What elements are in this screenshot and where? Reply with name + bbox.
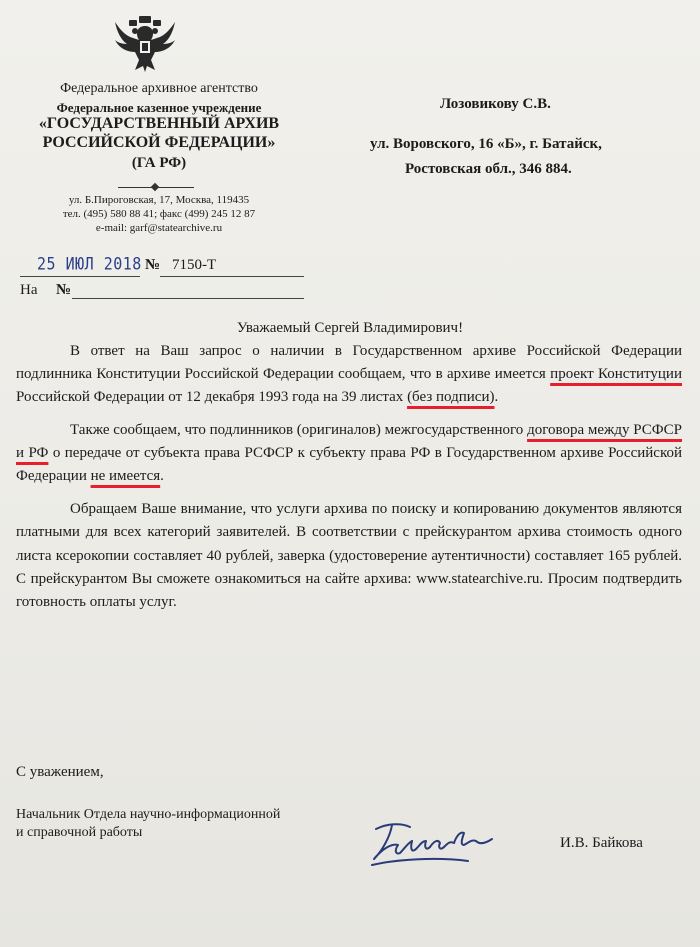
- archive-name-line2: РОССИЙСКОЙ ФЕДЕРАЦИИ»: [42, 134, 276, 151]
- reply-to-underline: [72, 298, 304, 299]
- signatory-name: И.В. Байкова: [560, 835, 643, 851]
- agency-name: Федеральное архивное агентство: [60, 81, 258, 96]
- signatory-title-line2: и справочной работы: [16, 825, 143, 840]
- reply-to-number-label: №: [56, 282, 72, 298]
- paragraph-2-text-c: .: [160, 468, 164, 485]
- signatory-title-line1: Начальник Отдела научно-информационной: [16, 807, 281, 822]
- handwritten-signature: [368, 815, 518, 871]
- highlight-no-signature: (без подписи): [407, 389, 495, 406]
- paragraph-1-text-c: .: [494, 389, 499, 406]
- archive-phone-fax: тел. (495) 580 88 41; факс (499) 245 12 87: [62, 208, 256, 220]
- paragraph-1-text-b: Российской Федерации от 12 декабря 1993 года на 39 листах: [16, 389, 408, 406]
- paragraph-2-text-b: о передаче от субъекта права РСФСР к субъекту права РФ в Государственном архиве Российской Федерации: [16, 444, 683, 485]
- paragraph-3: Обращаем Ваше внимание, что услуги архива по поиску и копированию документов являются платными для всех категорий заявителей. В соответствии с прейскурантом архива стоимость одного листа ксерокопии составляет 40 рублей, заверка (удостоверение аутентичности) составляет 165 рублей. С прейскурантом Вы сможете ознакомиться на сайте архива: www.statearchive.ru. Просим подтвердить готовность оплаты услуг.: [16, 501, 682, 611]
- letter-body: [16, 340, 682, 614]
- salutation: Уважаемый Сергей Владимирович!: [236, 320, 464, 336]
- archive-email: e-mail: garf@statearchive.ru: [95, 222, 223, 234]
- paragraph-1: [16, 340, 682, 410]
- highlight-not-available: не имеется: [90, 468, 161, 485]
- date-stamp: 25 ИЮЛ 2018: [37, 254, 142, 274]
- recipient-address-line1: ул. Воровского, 16 «Б», г. Батайск,: [370, 136, 602, 152]
- closing: С уважением,: [16, 764, 104, 780]
- paragraph-1-text-a: В ответ на Ваш запрос о наличии в Государственном архиве Российской Федерации подлинника Конституции Российской Федерации сообщаем, что в архиве имеется: [16, 343, 682, 383]
- header-divider-diamond: [151, 183, 159, 191]
- paragraph-2-text-a: Также сообщаем, что подлинников (оригиналов) межгосударственного: [70, 421, 528, 438]
- number-underline: [160, 276, 304, 277]
- outgoing-number-label: №: [145, 257, 161, 273]
- archive-name-line1: «ГОСУДАРСТВЕННЫЙ АРХИВ: [38, 115, 280, 132]
- archive-contacts: [14, 193, 304, 235]
- highlight-treaty: договора между РСФСР и РФ: [16, 421, 682, 461]
- recipient-address-line2: Ростовская обл., 346 884.: [405, 161, 572, 177]
- paragraph-2: [16, 419, 682, 489]
- archive-address: ул. Б.Пироговская, 17, Москва, 119435: [68, 194, 250, 206]
- highlight-draft-constitution: проект Конституции: [550, 366, 682, 383]
- recipient-name: Лозовикову С.В.: [440, 96, 551, 112]
- double-headed-eagle-icon: [113, 14, 177, 74]
- date-underline: [20, 276, 140, 277]
- archive-short-name: (ГА РФ): [131, 155, 187, 171]
- outgoing-number: 7150-Т: [172, 257, 217, 273]
- institution-type: Федеральное казенное учреждение: [56, 100, 262, 115]
- reply-to-label: На: [20, 282, 38, 298]
